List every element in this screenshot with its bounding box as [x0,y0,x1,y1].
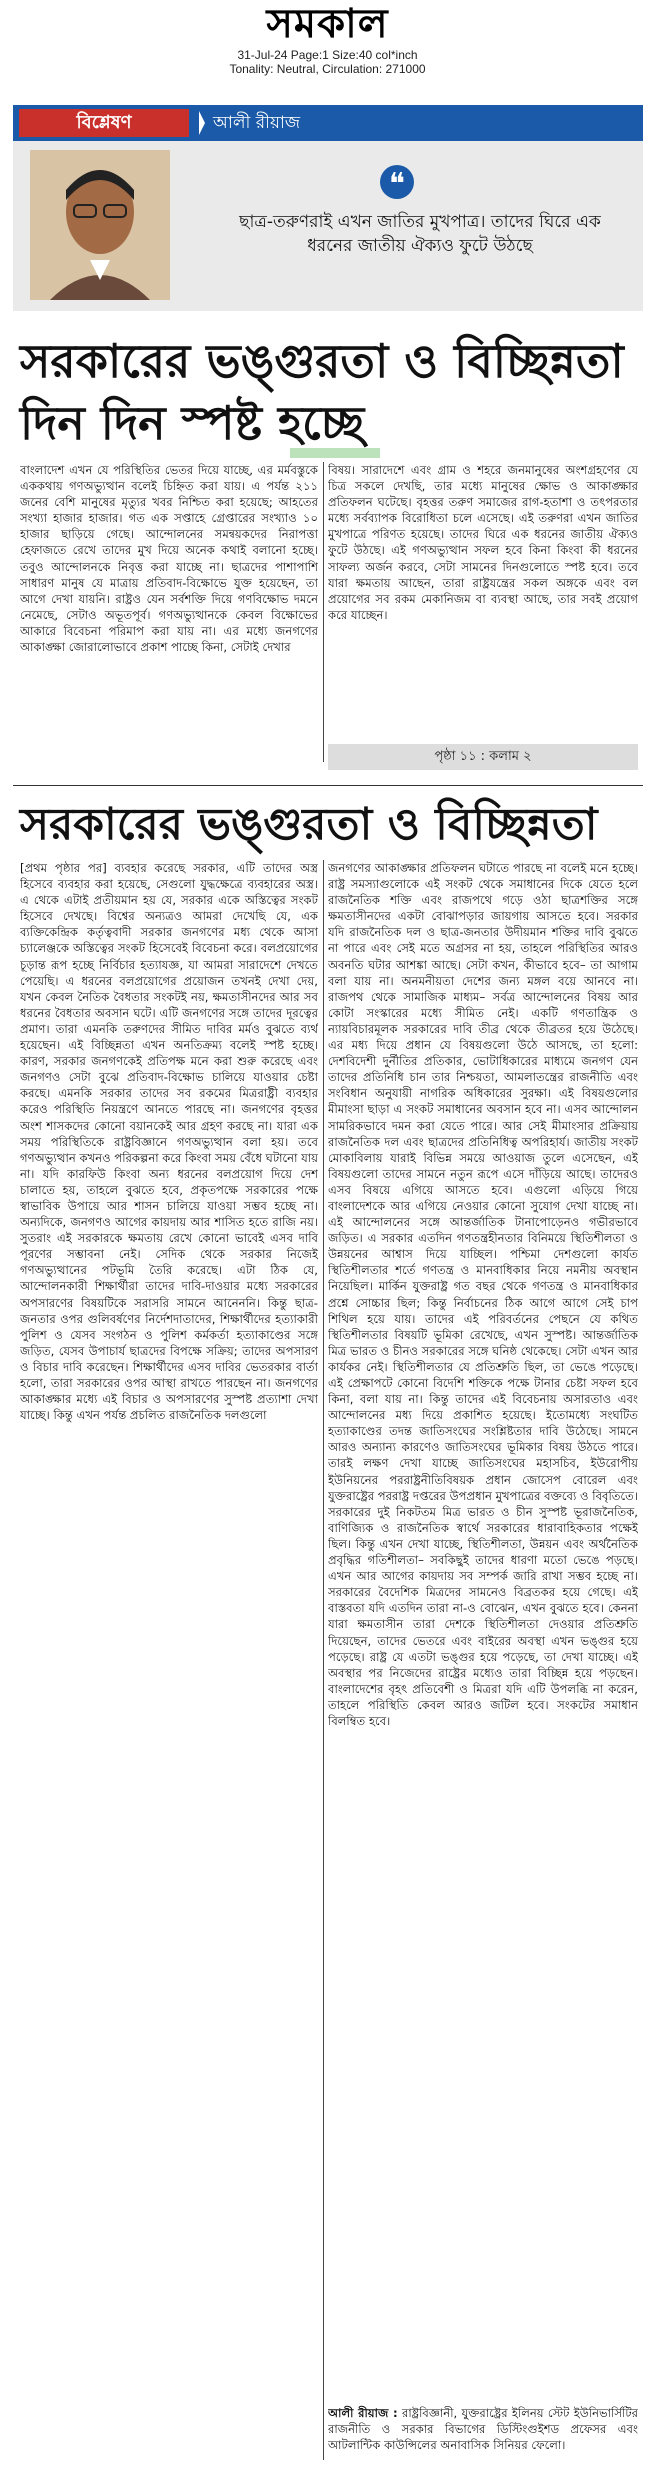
section-divider [13,785,643,786]
section-bar [13,105,643,141]
chevron-right-icon [199,111,205,135]
article-paragraph: বিষয়। সারাদেশে এবং গ্রাম ও শহরে জনমানুষের অংশগ্রহণের যে চিত্র সকলে দেখছি, তার মধ্যে মানুষের ক্ষোভ ও আকাঙ্ক্ষার প্রতিফলন ঘটেছে। বৃহত্তর তরুণ সমাজের রাগ-হতাশা ও তৎপরতার মধ্যে সর্বব্যাপক বিরোধিতা চলে এসেছে। এই তরুণরা এখন জাতির মুখপাত্রে পরিণত হয়েছে। তাদের ঘিরে এক ধরনের জাতীয় ঐক্যও ফুটে উঠছে। এই গণঅভ্যুত্থান সফল হবে কিনা কিংবা কী ধরনের সাফল্য অর্জন করবে, সেটা সামনের দিনগুলোতে স্পষ্ট হবে। তবে যারা ক্ষমতায় আছেন, তারা রাষ্ট্রযন্ত্রের সকল অঙ্গকে এবং বল প্রয়োগের সব রকম মেকানিজম বা ব্যবস্থা আছে, তার সবই প্রয়োগ করে যাচ্ছেন। [328,463,638,622]
article-paragraph: বাংলাদেশ এখন যে পরিস্থিতির ভেতর দিয়ে যাচ্ছে, এর মর্মবস্তুকে এককথায় গণঅভ্যুত্থান বলেই চিহ্নিত করা যায়। এ পর্যন্ত ২১১ জনের বেশি মানুষের মৃত্যুর খবর নিশ্চিত করা হয়েছে; আহতের সংখ্যা হাজার হাজার। গত এক সপ্তাহে গ্রেপ্তারের সংখ্যাও ১০ হাজার ছাড়িয়ে গেছে। আন্দোলনের সমন্বয়কদের নিরাপত্তা হেফাজতে রেখে তাদের মুখ দিয়ে অনেক কথাই বলানো হচ্ছে। তবুও আন্দোলনকে নিবৃত্ত করা যাচ্ছে না। ছাত্রদের পাশাপাশি সাধারণ মানুষ যে মাত্রায় প্রতিবাদ-বিক্ষোভে যুক্ত হয়েছেন, তা আগে দেখা যায়নি। রাষ্ট্রও যেন সর্বশক্তি দিয়ে গণবিক্ষোভ দমনে নেমেছে, সেটাও অভূতপূর্ব। গণঅভ্যুত্থানকে কেবল বিক্ষোভের আকারে বিবেচনা পরিমাপ করা যায় না। এর মধ্যে জনগণের আকাঙ্ক্ষা জোরালোভাবে প্রকাশ পাচ্ছে কিনা, সেটাই দেখার [20,463,318,655]
quote-mark-icon: ❝ [380,165,414,199]
article-paragraph: জনগণের আকাঙ্ক্ষার প্রতিফলন ঘটাতে পারছে না বলেই মনে হচ্ছে। রাষ্ট্র সমস্যাগুলোকে এই সংকট থেকে সমাধানের দিকে যেতে হলে রাজনৈতিক শক্তি এবং রাজপথে গড়ে ওঠা ছাত্রশক্তির সঙ্গে ক্ষমতাসীনদের একটা বোঝাপড়ার জায়গায় আসতে হবে। সরকার যদি রাজনৈতিক দল ও ছাত্র-জনতার উদীয়মান শক্তির দাবি বুঝতে না পারে এবং সেই মতে অগ্রসর না হয়, তাহলে পরিস্থিতির আরও অবনতি ঘটার আশঙ্কা আছে। সেটা কখন, কীভাবে হবে– তা আগাম বলা যায় না। অনমনীয়তা দেশের জন্য মঙ্গল বয়ে আনবে না। রাজপথ থেকে সামাজিক মাধ্যম– সর্বত্র আন্দোলনের বিষয় আর কোটা সংস্কারের মধ্যে সীমিত নেই। একটি গণতান্ত্রিক ও ন্যায়বিচারমূলক সরকারের দাবি তীব্র থেকে তীব্রতর হয়ে উঠেছে। এর মধ্য দিয়ে প্রধান যে বিষয়গুলো উঠে আসছে, তা হলো: দেশবিদেশী দুর্নীতির প্রতিকার, ভোটাধিকারের মাধ্যমে জনগণ যেন তাদের প্রতিনিধি চান তার নিশ্চয়তা, আমলাতন্ত্রের রাজনীতি এবং সংবিধান অনুযায়ী নাগরিক অধিকারের সুরক্ষা। এই বিষয়গুলোর মীমাংসা ছাড়া এ সংকট সমাধানের অবসান হবে না। এসব আন্দোলন সামরিকভাবে দমন করা যেতে পারে। আর সেই মীমাংসার প্রক্রিয়ায় রাজনৈতিক দল এবং ছাত্রদের প্রতিনিধিত্ব অপরিহার্য। জাতীয় সংকট মোকাবিলায় যারাই বিভিন্ন সময়ে আওয়াজ তুলে এসেছেন, এই বিষয়গুলো তাদের সামনে নতুন রূপে এসে দাঁড়িয়ে আছে। তাদেরও এসব বিষয়ে এগিয়ে আসতে হবে। এগুলো এড়িয়ে গিয়ে বাংলাদেশকে আর এগিয়ে নেওয়ার কোনো সুযোগ দেখা যাচ্ছে না। এই আন্দোলনের সঙ্গে আন্তর্জাতিক টানাপোড়েনও গভীরভাবে জড়িত। এ সরকার এতদিন গণতন্ত্রহীনতার বিনিময়ে স্থিতিশীলতা ও উন্নয়নের আশ্বাস দিয়ে যাচ্ছিল। পশ্চিমা দেশগুলো কার্যত স্থিতিশীলতার শর্তে গণতন্ত্র ও মানবাধিকার নিয়ে নমনীয় অবস্থান নিয়েছিল। মার্কিন যুক্তরাষ্ট্র গত বছর থেকে গণতন্ত্র ও মানবাধিকার প্রশ্নে সোচ্চার ছিল; কিন্তু নির্বাচনের ঠিক আগে আগে সেই চাপ শিথিল হয়ে যায়। তাদের এই পরিবর্তনের পেছনে যে কথিত স্থিতিশীলতার বিষয়টি ভূমিকা রেখেছে, এখন সুস্পষ্ট। আন্তর্জাতিক মিত্র ভারত ও চীনও সরকারের সঙ্গে ঘনিষ্ঠ থেকেছে। সেটা এখন আর কার্যকর নেই। স্থিতিশীলতার যে প্রতিশ্রুতি ছিল, তা ভেঙে পড়েছে। এই প্রেক্ষাপটে কোনো বিদেশি শক্তিকে পক্ষে টানার চেষ্টা সফল হবে কিনা, বলা যায় না। কিন্তু তাদের এই বিবেচনায় অসারতাও এবং আন্দোলনের মধ্য দিয়ে প্রকাশিত হয়েছে। ইতোমধ্যে সংঘটিত হত্যাকাণ্ডের তদন্ত জাতিসংঘের সংশ্লিষ্টতার দাবি উঠেছে। সামনে আরও অন্যান্য কারণেও জাতিসংঘের ভূমিকার বিষয় উঠতে পারে। তারই লক্ষণ দেখা যাচ্ছে জাতিসংঘের মহাসচিব, ইউরোপীয় ইউনিয়নের পররাষ্ট্রনীতিবিষয়ক প্রধান জোসেপ বোরেল এবং যুক্তরাষ্ট্রের পররাষ্ট্র দপ্তরের উপপ্রধান মুখপাত্রের বক্তব্যে ও বিবৃতিতে। সরকারের দুই নিকটতম মিত্র ভারত ও চীন সুস্পষ্ট ভূরাজনৈতিক, বাণিজ্যিক ও রাজনৈতিক স্বার্থে সরকারের ধারাবাহিকতার পক্ষেই ছিল। কিন্তু এখন দেখা যাচ্ছে, স্থিতিশীলতা, উন্নয়ন এবং অর্থনৈতিক প্রবৃদ্ধির গতিশীলতা– সবকিছুই তাদের ধারণা মতো ভেঙে পড়ছে। এখন আর আগের কায়দায় সব সম্পর্ক জারি রাখা সম্ভব হচ্ছে না। সরকারের বৈদেশিক মিত্রদের সামনেও বিব্রতকর হয়ে গেছে। এই বাস্তবতা যদি এতদিন তারা না-ও বোঝেন, এখন বুঝতে হবে। কেননা যারা ক্ষমতাসীন তারা দেশকে স্থিতিশীলতা দেওয়ার প্রতিশ্রুতি দিয়েছেন, তাদের ভেতরে এবং বাইরের অবস্থা এখন ভঙ্গুর হয়ে পড়েছে। রাষ্ট্র যে এতটা ভঙ্গুর হয়ে পড়েছে, তা দেখা যাচ্ছে। এই অবস্থার পর নিজেদের রাষ্ট্রের মধ্যেও তারা বিচ্ছিন্ন হয়ে পড়ছেন। বাংলাদেশের বৃহৎ প্রতিবেশী ও মিত্ররা যদি এটি উপলব্ধি না করেন, তাহলে পরিস্থিতি কেবল আরও জটিল হবে। সংকটের সমাধান বিলম্বিত হবে। [328,861,638,1728]
bottom-right-column [328,860,638,2400]
meta-line-tonality: Tonality: Neutral, Circulation: 271000 [229,62,426,76]
author-photo [30,150,170,300]
meta-line-date: 31-Jul-24 Page:1 Size:40 col*inch [237,48,418,62]
top-left-column [20,462,318,742]
portrait-image [30,150,170,300]
signature-name: আলী রীয়াজ : [328,2406,398,2420]
continuation-headline: সরকারের ভঙ্গুরতা ও বিচ্ছিন্নতা [20,799,598,850]
column-divider [323,860,324,2460]
section-tag: বিশ্লেষণ [19,109,189,137]
pull-quote-text: ছাত্র-তরুণরাই এখন জাতির মুখপাত্র। তাদের ঘিরে এক ধরনের জাতীয় ঐক্যও ফুটে উঠছে [239,212,601,256]
author-name: আলী রীয়াজ [213,113,301,133]
article-paragraph: [প্রথম পৃষ্ঠার পর] ব্যবহার করেছে সরকার, এটি তাদের অস্ত্র হিসেবে ব্যবহার করা হয়েছে, সেগুলো যুদ্ধক্ষেত্রে ব্যবহারের অস্ত্র। এ থেকে এটাই প্রতীয়মান হয় যে, সরকার একে অস্তিত্বের সংকট হিসেবে দেখছে। বিশ্বের অন্যত্রও আমরা দেখেছি যে, এক ব্যক্তিকেন্দ্রিক কর্তৃত্ববাদী সরকার জনগণের মধ্য থেকে আসা চ্যালেঞ্জকে অস্তিত্বের সংকট হিসেবেই বিবেচনা করে। বলপ্রয়োগের চূড়ান্ত রূপ হচ্ছে নির্বিচার হত্যাযজ্ঞ, যা আমরা সারাদেশে দেখতে পেয়েছি। এ ধরনের বলপ্রয়োগের প্রয়োজন তখনই দেখা দেয়, যখন কেবল নৈতিক বৈধতার সংকটই নয়, ক্ষমতাসীনদের আর সব ধরনের বৈধতার অবসান ঘটে। এটি জনগণের সঙ্গে তাদের দূরত্বের প্রমাণ। তারা এমনকি তরুণদের সীমিত দাবির মর্মও বুঝতে ব্যর্থ হয়েছেন। এই বিচ্ছিন্নতা এখন অনতিক্রম্য বলেই স্পষ্ট হচ্ছে। কারণ, সরকার জনগণকেই প্রতিপক্ষ মনে করা শুরু করেছে এবং জনগণও সেটা বুঝে প্রতিবাদ-বিক্ষোভ চালিয়ে যাওয়ার চেষ্টা করছে। এমনকি সরকার তাদের সব রকমের মিত্ররাষ্ট্রী ব্যবহার করেও পরিস্থিতি নিয়ন্ত্রণে আনতে পারছে না। জনগণের বৃহত্তর অংশ শাসকদের কোনো বয়ানকেই আর গ্রহণ করছে না। যারা এক সময় পরিস্থিতিকে রাষ্ট্রবিজ্ঞানে গণঅভ্যুত্থান বলা হয়। তবে গণঅভ্যুত্থান কখনও পরিকল্পনা করে কিংবা সময় বেঁধে ঘটানো যায় না। যদি কারফিউ কিংবা অন্য ধরনের বলপ্রয়োগ দিয়ে দেশ চালাতে হয়, তাহলে বুঝতে হবে, প্রকৃতপক্ষে সরকারের পক্ষে স্বাভাবিক উপায়ে আর শাসন চালিয়ে যাওয়া সম্ভব হচ্ছে না। অন্যদিকে, জনগণও আগের কায়দায় আর শাসিত হতে রাজি নয়। সুতরাং এই সরকারকে ক্ষমতায় রেখে কোনো ভাবেই এসব দাবি পূরণের সম্ভাবনা নেই। সেদিক থেকে সরকার নিজেই গণঅভ্যুত্থানের পটভূমি তৈরি করেছে। এটা ঠিক যে, আন্দোলনকারী শিক্ষার্থীরা তাদের দাবি-দাওয়ার মধ্যে সরকারের অপসারণের বিষয়টিকে সরাসরি সামনে আনেননি। কিন্তু ছাত্র-জনতার ওপর গুলিবর্ষণের নির্দেশদাতাদের, শিক্ষার্থীদের হত্যাকারী পুলিশ ও যেসব সংগঠন ও পুলিশ কর্মকর্তা হত্যাকাণ্ডের সঙ্গে জড়িত, যেসব উপাচার্য ছাত্রদের বিপক্ষে সক্রিয়; তাদের অপসারণ ও বিচার দাবি করেছেন। শিক্ষার্থীদের এসব দাবির ভেতরকার বার্তা হলো, তারা সরকারের ওপর আস্থা রাখতে পারছেন না। জনগণের আকাঙ্ক্ষার মধ্যে এই বিচার ও অপসারণের সুস্পষ্ট প্রত্যাশা দেখা যাচ্ছে। কিন্তু এখন পর্যন্ত প্রচলিত রাজনৈতিক দলগুলো [20,861,318,1423]
top-right-column [328,462,638,740]
continued-page-ref: পৃষ্ঠা ১১ : কলাম ২ [328,744,638,770]
signature-bio: রাষ্ট্রবিজ্ঞানী, যুক্তরাষ্ট্রের ইলিনয় স্টেট ইউনিভার্সিটির রাজনীতি ও সরকার বিভাগের ডিস্টিংগুইশড প্রফেসর এবং আটলান্টিক কাউন্সিলের অনাবাসিক সিনিয়র ফেলো। [328,2406,638,2453]
masthead [0,0,655,48]
column-divider [323,462,324,762]
bottom-left-column [20,860,318,1960]
clipping-meta [0,48,655,76]
newspaper-logo: সমকাল [266,0,389,47]
main-headline: সরকারের ভঙ্গুরতা ও বিচ্ছিন্নতা দিন দিন স্পষ্ট হচ্ছে [20,334,624,450]
author-signature [328,2405,638,2471]
